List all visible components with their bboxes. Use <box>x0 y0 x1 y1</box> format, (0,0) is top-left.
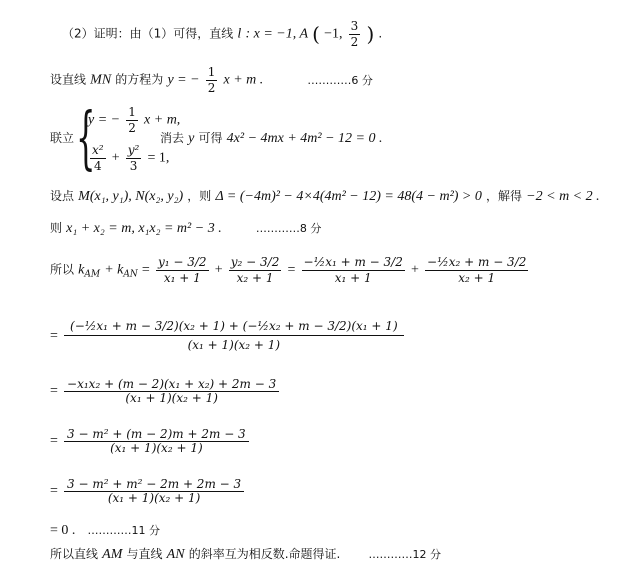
line-4 <box>50 190 600 204</box>
eliminate-text <box>160 132 383 146</box>
denominator: x₂ + 1 <box>236 270 274 285</box>
text: 联立 <box>50 131 75 145</box>
brace-icon: { <box>76 99 96 178</box>
math: AN <box>166 547 185 562</box>
equals: = <box>50 433 58 449</box>
fraction <box>349 20 361 48</box>
denominator: 2 <box>350 34 359 49</box>
numerator: y² <box>127 143 140 157</box>
numerator: y₁ − 3/2 <box>157 255 207 269</box>
denominator: x₁ + 1 <box>334 270 372 285</box>
text: 的方程为 <box>115 72 164 87</box>
math: Δ = (−4m)² − 4×4(4m² − 12) = 48(4 − m²) > 0 <box>215 189 482 204</box>
score-mark: …………6 分 <box>307 73 373 87</box>
math: = <box>141 262 150 278</box>
line-10 <box>50 478 246 504</box>
numerator: 1 <box>207 65 216 79</box>
fraction <box>229 256 282 284</box>
fraction <box>425 256 528 284</box>
subscript: AN <box>123 269 138 280</box>
math: = 1, <box>147 150 170 166</box>
numerator: −x₁x₂ + (m − 2)(x₁ + x₂) + 2m − 3 <box>64 378 279 392</box>
text: 消去 <box>160 131 185 145</box>
denominator: (x₁ + 1)(x₂ + 1) <box>107 490 201 505</box>
fraction <box>90 144 106 172</box>
math: 4x² − 4mx + 4m² − 12 = 0 . <box>226 131 383 146</box>
text: 设直线 <box>50 72 87 87</box>
denominator: x₂ + 1 <box>458 270 496 285</box>
numerator: −½x₁ + m − 3/2 <box>303 255 403 269</box>
line-9 <box>50 428 251 454</box>
score-mark: …………12 分 <box>368 548 441 561</box>
punct: . <box>378 26 383 41</box>
math: x + m . <box>223 72 264 88</box>
subscript: AM <box>84 269 101 280</box>
math-MN: MN <box>90 72 112 88</box>
score-mark: …………11 分 <box>87 524 161 537</box>
fraction <box>64 318 404 354</box>
line-5 <box>50 222 321 236</box>
score-mark: …………8 分 <box>255 222 322 235</box>
math: y = − <box>167 72 200 88</box>
math: AM <box>102 547 123 562</box>
fraction <box>64 378 279 404</box>
math: y <box>188 131 195 146</box>
paren-open: ( <box>312 22 320 47</box>
text: 则 <box>50 221 63 235</box>
denominator: 2 <box>207 80 216 95</box>
text: 所以直线 <box>50 547 99 561</box>
denominator: 2 <box>128 120 136 135</box>
equation-1 <box>88 106 180 134</box>
denominator: (x₁ + 1)(x₂ + 1) <box>187 337 281 352</box>
text: 所以 <box>50 262 75 277</box>
math: −2 < m < 2 . <box>526 189 600 204</box>
fraction <box>64 478 244 504</box>
line-11 <box>50 524 160 538</box>
denominator: x₁ + 1 <box>163 270 201 285</box>
math: x + m, <box>144 112 181 128</box>
text: ，则 <box>187 189 212 203</box>
fraction <box>302 256 405 284</box>
numerator: 3 <box>350 19 359 33</box>
math: x₁ + x₂ = m, x₁x₂ = m² − 3 . <box>66 221 222 236</box>
text: （2）证明：由（1）可得，直线 <box>62 26 234 41</box>
math: M(x₁, y₁), N(x₂, y₂) <box>78 189 184 204</box>
denominator: (x₁ + 1)(x₂ + 1) <box>125 390 218 405</box>
line-7 <box>50 318 406 354</box>
text: 设点 <box>50 189 75 203</box>
fraction <box>64 428 249 454</box>
line-12 <box>50 548 441 562</box>
text: 可得 <box>198 131 223 145</box>
numerator: 3 − m² + m² − 2m + 2m − 3 <box>64 478 244 492</box>
fraction <box>126 144 142 172</box>
denominator: (x₁ + 1)(x₂ + 1) <box>110 440 203 455</box>
numerator: x² <box>92 143 104 157</box>
text: 与直线 <box>126 547 163 561</box>
line-1 <box>62 20 382 48</box>
equals: = <box>50 483 58 499</box>
numerator: −½x₂ + m − 3/2 <box>427 255 527 269</box>
numerator: (−½x₁ + m − 3/2)(x₂ + 1) + (−½x₂ + m − 3/2)(x₁ + 1) <box>64 318 404 336</box>
line-8 <box>50 378 281 404</box>
fraction <box>156 256 209 284</box>
equation-2: $\frac{\text{x²}}{4}$ + $\frac{\text{y²}}{3}$ = 1, <box>92 143 170 173</box>
text: 的斜率互为相反数.命题得证. <box>188 547 341 561</box>
numerator: 1 <box>128 105 136 119</box>
math: + k <box>104 262 124 278</box>
math-l: l <box>237 26 242 42</box>
line-2 <box>50 66 373 94</box>
numerator: y₂ − 3/2 <box>230 255 280 269</box>
fraction <box>126 106 138 134</box>
denominator: 4 <box>93 158 102 173</box>
math-coord: −1, <box>324 26 343 42</box>
math: y = − <box>88 112 121 128</box>
numerator: 3 − m² + (m − 2)m + 2m − 3 <box>64 428 249 442</box>
equals: = <box>50 328 58 344</box>
text: ，解得 <box>486 189 523 203</box>
equals: = <box>50 383 58 399</box>
math: = 0 . <box>50 523 76 538</box>
math-x-eq: : x = −1, A <box>245 26 309 42</box>
paren-close: ) <box>366 22 375 47</box>
fraction <box>206 66 218 94</box>
denominator: 3 <box>129 158 138 173</box>
math: k <box>78 262 85 278</box>
line-6: 所以 $k_{AM} + k_{AN}$ = $\frac{\text{y₁ − 3/2}}{\text{x₁ + 1}}$ + $\frac{\text{y₂ − 3/2}}{\text{x₂ + 1}}$ = $\frac{\text{−½x₁ + m − 3/2}}{\text{x₁ + 1}}$ + $\frac{\text{−½x₂ + m − 3/2}}{\text{x₂ + 1}}$ <box>50 255 527 285</box>
